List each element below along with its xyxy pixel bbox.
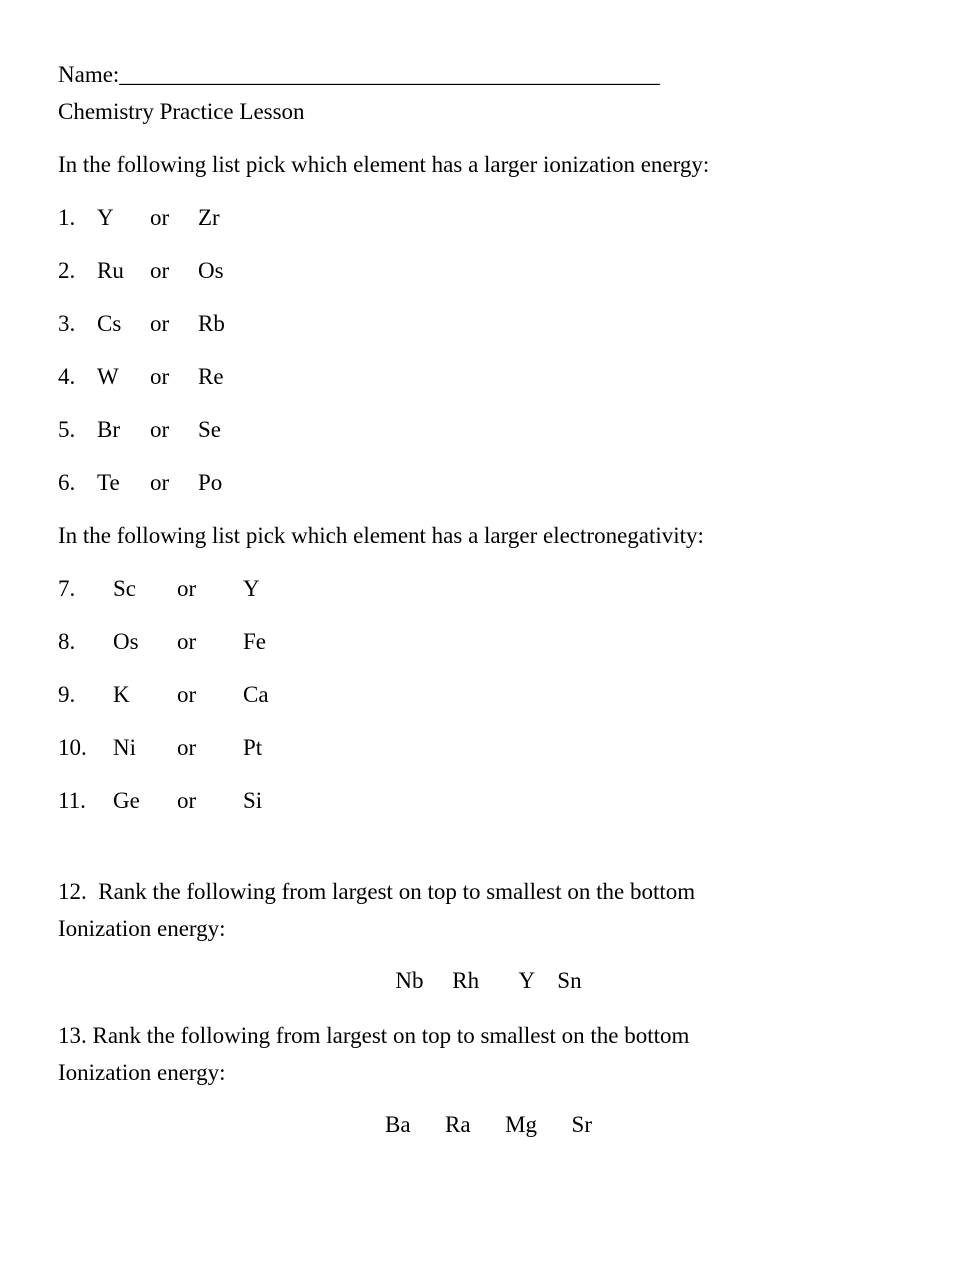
element-option-a: Te — [97, 470, 120, 495]
question-12-subtext: Ionization energy: — [58, 916, 226, 941]
element-option-a: Ge — [113, 788, 140, 813]
list-item — [58, 305, 919, 342]
list-item — [58, 570, 919, 607]
or-label: or — [177, 788, 197, 813]
question-12-elements: Nb Rh Y Sn — [395, 968, 582, 993]
question-13-text: 13. Rank the following from largest on top to smallest on the bottom — [58, 1023, 690, 1048]
question-13-subtext: Ionization energy: — [58, 1060, 226, 1085]
element-option-a: Os — [113, 629, 139, 654]
or-label: or — [150, 311, 170, 336]
item-number: 4. — [58, 364, 76, 389]
list-item — [58, 464, 919, 501]
electronegativity-list — [58, 570, 919, 819]
or-label: or — [177, 735, 197, 760]
element-option-b: Re — [198, 364, 224, 389]
name-line: Name:_______________________________________________ — [58, 62, 660, 87]
item-number: 5. — [58, 417, 76, 442]
question-12 — [58, 873, 919, 999]
element-option-a: Br — [97, 417, 120, 442]
list-item — [58, 676, 919, 713]
or-label: or — [177, 629, 197, 654]
element-option-b: Po — [198, 470, 223, 495]
item-number: 9. — [58, 682, 76, 707]
element-option-b: Se — [198, 417, 221, 442]
list-item — [58, 358, 919, 395]
list-item — [58, 623, 919, 660]
item-number: 8. — [58, 629, 76, 654]
item-number: 7. — [58, 576, 76, 601]
element-option-b: Fe — [243, 629, 266, 654]
element-option-a: Ru — [97, 258, 124, 283]
list-item — [58, 729, 919, 766]
element-option-b: Ca — [243, 682, 269, 707]
ionization-energy-list — [58, 199, 919, 501]
list-item — [58, 411, 919, 448]
element-option-a: Y — [97, 205, 114, 230]
element-option-b: Os — [198, 258, 224, 283]
item-number: 1. — [58, 205, 76, 230]
element-option-a: Cs — [97, 311, 122, 336]
element-option-b: Si — [243, 788, 263, 813]
or-label: or — [150, 258, 170, 283]
list-item — [58, 782, 919, 819]
or-label: or — [177, 576, 197, 601]
page-title: Chemistry Practice Lesson — [58, 99, 305, 124]
element-option-a: Sc — [113, 576, 136, 601]
question-12-text: 12. Rank the following from largest on top to smallest on the bottom — [58, 879, 696, 904]
question-13-elements: Ba Ra Mg Sr — [385, 1112, 592, 1137]
item-number: 11. — [58, 788, 86, 813]
item-number: 3. — [58, 311, 76, 336]
or-label: or — [150, 470, 170, 495]
list-item — [58, 199, 919, 236]
element-option-a: Ni — [113, 735, 136, 760]
or-label: or — [177, 682, 197, 707]
element-option-b: Y — [243, 576, 260, 601]
section2-intro: In the following list pick which element has a larger electronegativity: — [58, 523, 704, 548]
item-number: 10. — [58, 735, 87, 760]
question-13 — [58, 1017, 919, 1143]
section1-intro: In the following list pick which element has a larger ionization energy: — [58, 152, 710, 177]
element-option-a: K — [113, 682, 130, 707]
element-option-b: Rb — [198, 311, 225, 336]
or-label: or — [150, 205, 170, 230]
or-label: or — [150, 417, 170, 442]
or-label: or — [150, 364, 170, 389]
list-item — [58, 252, 919, 289]
item-number: 6. — [58, 470, 76, 495]
item-number: 2. — [58, 258, 76, 283]
element-option-b: Pt — [243, 735, 263, 760]
element-option-a: W — [97, 364, 119, 389]
element-option-b: Zr — [198, 205, 220, 230]
